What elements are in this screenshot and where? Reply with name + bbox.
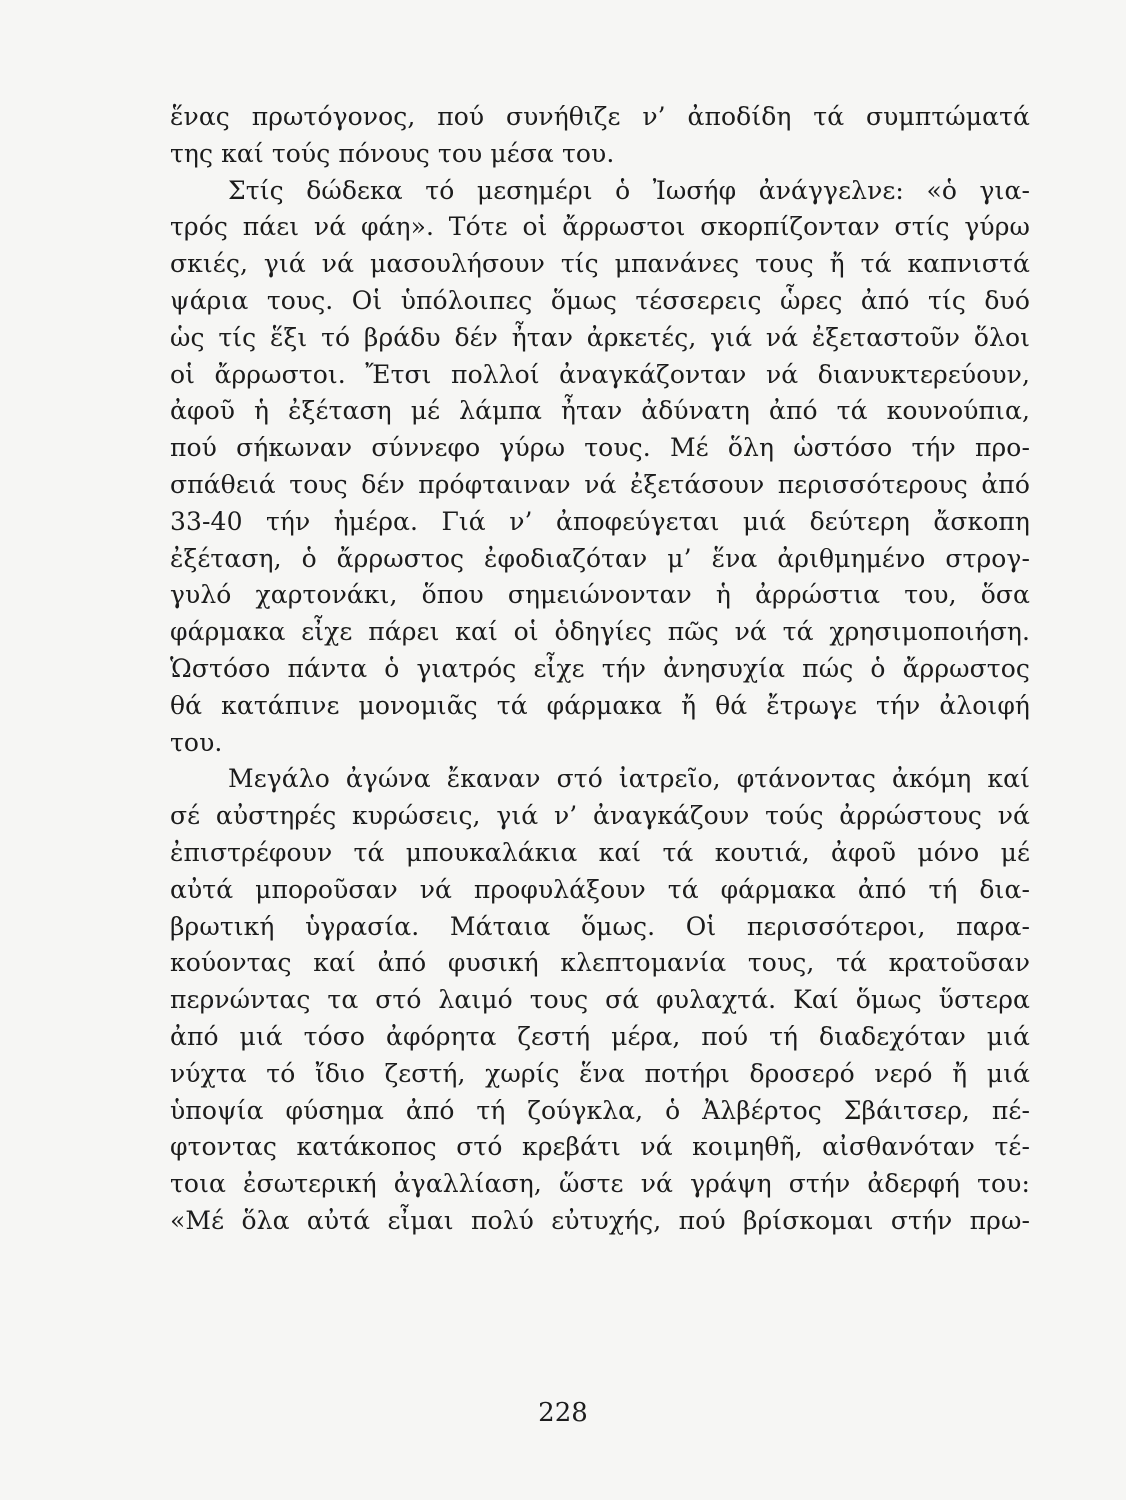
text-line-5: σκιές, γιά νά μασουλήσουν τίς μπανάνες τους ἤ τά καπνιστά [170, 249, 1030, 279]
text-line-17: θά κατάπινε μονομιᾶς τά φάρμακα ἤ θά ἔτρωγε τήν ἀλοιφή [170, 690, 1030, 720]
text-line-21: ἐπιστρέφουν τά μπουκαλάκια καί τά κουτιά, ἀφοῦ μόνο μέ [170, 837, 1030, 867]
text-line-25: περνώντας τα στό λαιμό τους σά φυλαχτά. Καί ὅμως ὕστερα [170, 985, 1030, 1015]
text-line-8: οἱ ἄρρωστοι. Ἔτσι πολλοί ἀναγκάζονταν νά διανυκτερεύουν, [170, 359, 1030, 389]
text-line-15: φάρμακα εἶχε πάρει καί οἱ ὁδηγίες πῶς νά τά χρησιμοποιήση. [170, 617, 1030, 647]
text-line-1: ἕνας πρωτόγονος, πού συνήθιζε ν’ ἀποδίδη τά συμπτώματά [170, 102, 1030, 131]
text-line-2: της καί τούς πόνους του μέσα του. [170, 138, 615, 168]
text-line-16: Ὡστόσο πάντα ὁ γιατρός εἶχε τήν ἀνησυχία πώς ὁ ἄρρωστος [170, 653, 1030, 683]
text-line-22: αὐτά μποροῦσαν νά προφυλάξουν τά φάρμακα ἀπό τή δια- [170, 874, 1030, 904]
text-line-10: πού σήκωναν σύννεφο γύρω τους. Μέ ὅλη ὡστόσο τήν προ- [170, 433, 1030, 463]
text-line-4: τρός πάει νά φάη». Τότε οἱ ἄρρωστοι σκορπίζονταν στίς γύρω [170, 212, 1030, 242]
text-line-30: τοια ἐσωτερική ἀγαλλίαση, ὥστε νά γράψη στήν ἀδερφή του: [170, 1169, 1030, 1199]
text-line-11: σπάθειά τους δέν πρόφταιναν νά ἐξετάσουν περισσότερους ἀπό [170, 469, 1030, 499]
text-line-9: ἀφοῦ ἡ ἐξέταση μέ λάμπα ἦταν ἀδύνατη ἀπό τά κουνούπια, [170, 396, 1030, 426]
text-line-24: κούοντας καί ἀπό φυσική κλεπτομανία τους, τά κρατοῦσαν [170, 948, 1030, 978]
text-line-20: σέ αὐστηρές κυρώσεις, γιά ν’ ἀναγκάζουν τούς ἀρρώστους νά [170, 801, 1030, 831]
text-line-19: Μεγάλο ἀγώνα ἔκαναν στό ἰατρεῖο, φτάνοντας ἀκόμη καί [228, 764, 1030, 794]
text-line-31: «Μέ ὅλα αὐτά εἶμαι πολύ εὐτυχής, πού βρίσκομαι στήν πρω- [170, 1205, 1030, 1235]
text-line-28: ὑποψία φύσημα ἀπό τή ζούγκλα, ὁ Ἀλβέρτος Σβάιτσερ, πέ- [170, 1095, 1030, 1125]
body-text [170, 99, 1030, 1240]
text-line-29: φτοντας κατάκοπος στό κρεβάτι νά κοιμηθῆ, αἰσθανόταν τέ- [170, 1132, 1030, 1162]
text-line-13: ἐξέταση, ὁ ἄρρωστος ἐφοδιαζόταν μ’ ἕνα ἀριθμημένο στρογ- [170, 543, 1030, 573]
text-line-14: γυλό χαρτονάκι, ὅπου σημειώνονταν ἡ ἀρρώστια του, ὅσα [170, 580, 1030, 610]
text-line-3: Στίς δώδεκα τό μεσημέρι ὁ Ἰωσήφ ἀνάγγελνε: «ὁ για- [228, 175, 1030, 205]
text-line-12: 33-40 τήν ἡμέρα. Γιά ν’ ἀποφεύγεται μιά δεύτερη ἄσκοπη [170, 506, 1030, 536]
text-line-23: βρωτική ὑγρασία. Μάταια ὅμως. Οἱ περισσότεροι, παρα- [170, 911, 1030, 941]
text-line-7: ὡς τίς ἕξι τό βράδυ δέν ἦταν ἀρκετές, γιά νά ἐξεταστοῦν ὅλοι [170, 322, 1030, 352]
text-line-26: ἀπό μιά τόσο ἀφόρητα ζεστή μέρα, πού τή διαδεχόταν μιά [170, 1021, 1030, 1051]
text-line-18: του. [170, 727, 223, 757]
page-number: 228 [538, 1398, 588, 1428]
text-line-27: νύχτα τό ἴδιο ζεστή, χωρίς ἕνα ποτήρι δροσερό νερό ἤ μιά [170, 1058, 1030, 1088]
text-line-6: ψάρια τους. Οἱ ὑπόλοιπες ὅμως τέσσερεις ὧρες ἀπό τίς δυό [170, 285, 1030, 315]
